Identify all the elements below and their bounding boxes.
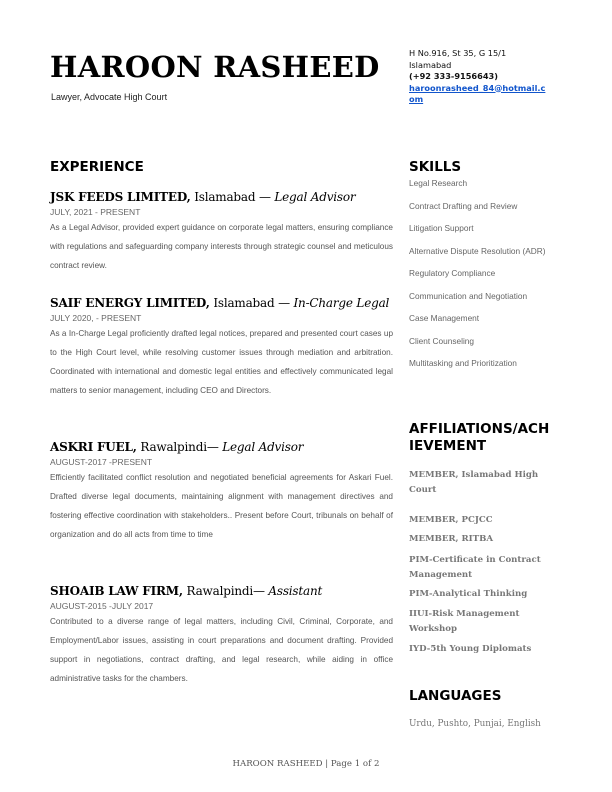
affiliation-item: IYD-5th Young Diplomats: [409, 644, 532, 654]
affiliation-item: PIM-Analytical Thinking: [409, 589, 528, 599]
email-link[interactable]: haroonrasheed_84@hotmail.com: [409, 82, 546, 104]
location: Islamabad —: [190, 190, 275, 204]
skill-item: Regulatory Compliance: [409, 268, 496, 278]
location: Rawalpindi—: [182, 584, 269, 598]
job-entry: [50, 584, 393, 688]
job-entry: [50, 440, 393, 544]
contact-block: [409, 48, 549, 106]
affiliation-item: MEMBER, Islamabad High Court: [409, 470, 539, 495]
company: SHOAIB LAW FIRM,: [50, 584, 183, 598]
job-description: Contributed to a diverse range of legal matters, including Civil, Criminal, Corporate, and Employment/Labor issues, assisting in court preparations and document drafting. Provided support in negotiations, contract drafting, and legal research, while aiding in office administrative tasks for the chambers.: [50, 617, 393, 683]
skills-heading: SKILLS: [409, 159, 462, 175]
job-title: [50, 296, 393, 310]
skill-item: Alternative Dispute Resolution (ADR): [409, 245, 546, 256]
page-footer: HAROON RASHEED | Page 1 of 2: [232, 759, 380, 769]
affiliations-heading: AFFILIATIONS/ACHIEVEMENT: [409, 421, 550, 454]
job-dates: AUGUST-2017 -PRESENT: [50, 457, 153, 467]
location: Islamabad —: [209, 296, 294, 310]
company: ASKRI FUEL,: [50, 440, 137, 454]
languages-text: Urdu, Pushto, Punjai, English: [409, 719, 541, 729]
experience-heading: EXPERIENCE: [50, 159, 144, 175]
skill-item: Contract Drafting and Review: [409, 200, 518, 211]
company: SAIF ENERGY LIMITED,: [50, 296, 210, 310]
skill-item: Multitasking and Prioritization: [409, 358, 517, 368]
skill-item: Communication and Negotiation: [409, 290, 528, 301]
job-title: [50, 440, 393, 454]
role: Legal Advisor: [222, 440, 304, 454]
skill-item: Legal Research: [409, 178, 468, 188]
skill-item: Litigation Support: [409, 223, 474, 233]
languages-heading: LANGUAGES: [409, 688, 502, 704]
affiliation-item: IIUI-Risk Management Workshop: [409, 609, 520, 634]
candidate-title: Lawyer, Advocate High Court: [51, 92, 168, 102]
role: In-Charge Legal: [293, 296, 390, 310]
role: Assistant: [268, 584, 323, 598]
candidate-name: HAROON RASHEED: [50, 50, 380, 84]
company: JSK FEEDS LIMITED,: [50, 190, 191, 204]
skill-item: Case Management: [409, 313, 480, 323]
skills-list: [409, 178, 569, 381]
job-entry: [50, 190, 393, 275]
affiliation-item: PIM-Certificate in Contract Management: [409, 555, 541, 580]
job-entry: [50, 296, 393, 400]
job-dates: AUGUST-2015 -JULY 2017: [50, 601, 154, 611]
job-title: [50, 190, 393, 204]
job-description: As a In-Charge Legal proficiently drafted legal notices, prepared and presented court cases up to the High Court level, while resolving customer issues through mediation and arbitration. Coordinated with international and domestic legal entities and effectively communicated legal matters to senior management, including CEO and Directors.: [50, 329, 393, 395]
job-description: Efficiently facilitated conflict resolution and negotiated beneficial agreements for Askari Fuel. Drafted diverse legal documents, maintaining alignment with management directives and fostering effective coordination with stakeholders.. Present before Court, tribunals on behalf of organization and do all acts from time to time: [50, 473, 393, 539]
job-dates: JULY 2020, - PRESENT: [50, 313, 142, 323]
phone-number: (+92 333-9156643): [409, 71, 498, 81]
address-line-2: Islamabad: [409, 59, 452, 70]
skill-item: Client Counseling: [409, 335, 475, 346]
role: Legal Advisor: [274, 190, 356, 204]
job-title: [50, 584, 393, 598]
address-line-1: H No.916, St 35, G 15/1: [409, 48, 507, 58]
job-description: As a Legal Advisor, provided expert guidance on corporate legal matters, ensuring compliance with regulations and safeguarding company interests through strategic counsel and meticulous contract review.: [50, 223, 393, 270]
affiliation-item: MEMBER, RITBA: [409, 534, 494, 544]
job-dates: JULY, 2021 - PRESENT: [50, 207, 141, 217]
location: Rawalpindi—: [136, 440, 223, 454]
affiliation-item: MEMBER, PCJCC: [409, 515, 493, 525]
